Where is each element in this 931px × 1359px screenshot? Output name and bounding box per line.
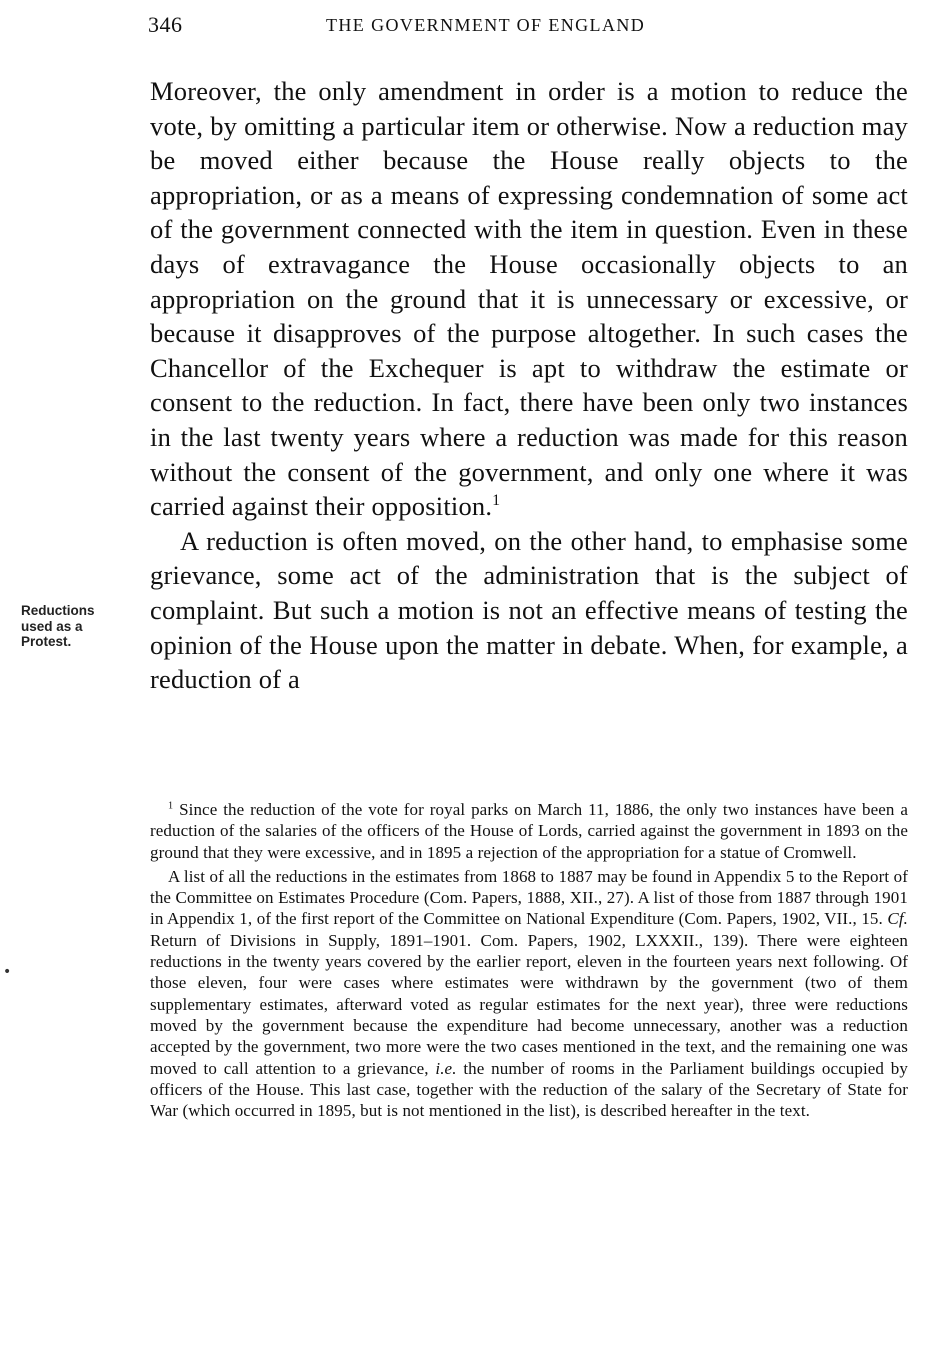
footnotes	[150, 799, 908, 1121]
margin-note-line-2: used as a	[21, 618, 83, 634]
footnote-reference[interactable]: 1	[492, 492, 501, 510]
footnote-2-text-c: the number of rooms in the Parliament buildings occupied by officers of the House. This last case, together with the reduction of the salary of the Secretary of State for War (which occurred in 1895, but is not mentioned in the list), is described hereafter in the text.	[150, 1058, 908, 1121]
page-number: 346	[148, 12, 183, 37]
margin-note-line-1: Reductions	[21, 603, 95, 618]
footnote-cf: Cf.	[887, 909, 908, 929]
margin-dot: •	[3, 964, 12, 980]
main-text	[150, 74, 908, 697]
paragraph-2: A reduction is often moved, on the other hand, to emphasise some grievance, some act of the administration that is the subject of complaint. But such a motion is not an effective means of testing the opinion of the House upon the matter in debate. When, for example, a reduction of a	[150, 525, 908, 695]
paragraph-1-text: Moreover, the only amendment in order is a motion to reduce the vote, by omitting a particular item or otherwise. Now a reduction may be moved either because the House really objects to the appropriation, or as a means of expressing condemnation of some act of the government connected with the item in question. Even in these days of extravagance the House occasionally objects to an appropriation on the ground that it is unnecessary or excessive, or because it disapproves of the purpose altogether. In such cases the Chancellor of the Exchequer is apt to withdraw the estimate or consent to the reduction. In fact, there have been only two instances in the last twenty years where a reduction was made for this reason without the consent of the government, and only one where it was carried against their opposition.	[150, 76, 908, 522]
footnote-1	[150, 799, 908, 863]
margin-note	[21, 603, 133, 650]
footnote-1-continuation	[150, 866, 908, 1122]
running-head: THE GOVERNMENT OF ENGLAND	[326, 15, 646, 35]
footnote-1-marker: 1	[168, 800, 174, 812]
page-header	[148, 12, 908, 42]
margin-note-line-3: Protest.	[21, 634, 72, 649]
footnote-ie: i.e.	[435, 1058, 457, 1078]
footnote-1-text: Since the reduction of the vote for royal parks on March 11, 1886, the only two instances have been a reduction of the salaries of the officers of the House of Lords, carried against the government in 1893 on the ground that they were excessive, and in 1895 a rejection of the appropriation for a statue of Cromwell.	[150, 800, 908, 862]
footnote-2-text-b: Return of Divisions in Supply, 1891–1901. Com. Papers, 1902, LXXXII., 139). There were eighteen reductions in the twenty years covered by the earlier report, eleven in the fourteen years next following. Of those eleven, four were cases where estimates were withdrawn by the government (two of them supplementary estimates, afterward voted as regular estimates for the next year), three were reductions moved by the government because the expenditure had become unnecessary, another was a reduction accepted by the government, two more were the two cases mentioned in the text, and the remaining one was moved to call attention to a grievance,	[150, 930, 908, 1078]
footnote-2-text-a: A list of all the reductions in the estimates from 1868 to 1887 may be found in Appendix 5 to the Report of the Committee on Estimates Procedure (Com. Papers, 1888, XII., 27). A list of those from 1887 through 1901 in Appendix 1, of the first report of the Committee on National Expenditure (Com. Papers, 1902, VII., 15.	[150, 866, 908, 929]
paragraph-1	[150, 74, 908, 524]
